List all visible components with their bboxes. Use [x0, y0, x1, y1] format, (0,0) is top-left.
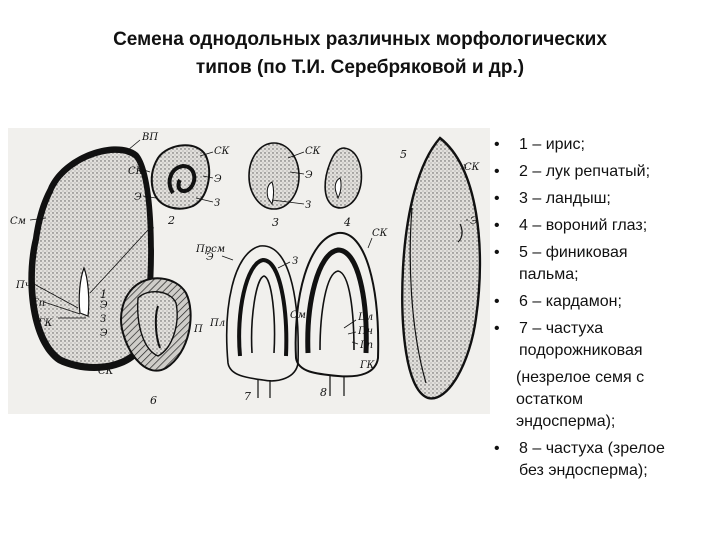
- note-line-3: эндосперма);: [516, 413, 616, 430]
- label-sk-5: СК: [464, 162, 480, 173]
- note-line-2: остатком: [516, 391, 583, 408]
- label-pl: Пл: [210, 318, 226, 329]
- seed-4-herb-paris: [325, 148, 361, 208]
- species-list: [492, 134, 716, 487]
- label-sk-3: СК: [305, 146, 321, 157]
- seed-5-date-palm: [402, 138, 480, 398]
- list-item-text: 4 – вороний глаз;: [519, 217, 648, 234]
- label-e-2: Э: [214, 174, 222, 185]
- label-gk-1: ГК: [38, 318, 53, 329]
- label-e-3: Э: [305, 170, 313, 181]
- label-pch-1: Пч: [16, 280, 31, 291]
- list-item: • 3 – ландыш;: [492, 188, 716, 210]
- list-item: • 1 – ирис;: [492, 134, 716, 156]
- list-item: • 8 – частуха (зрелое без эндосперма);: [492, 438, 716, 482]
- seed-7-water-plantain-immature: [227, 246, 298, 398]
- label-tsl: Цл: [358, 312, 374, 323]
- list-item-text: 2 – лук репчатый;: [519, 163, 651, 180]
- label-vp: ВП: [142, 132, 159, 143]
- list-item-text: 1 – ирис;: [519, 136, 585, 153]
- label-gk-8: ГК: [360, 360, 375, 371]
- label-e-5: Э: [470, 216, 478, 227]
- list-item: • 6 – кардамон;: [492, 291, 716, 313]
- slide-title: [0, 26, 720, 82]
- label-z-1: З: [148, 226, 155, 237]
- seed-drawing: [8, 128, 490, 414]
- label-sk-8: СК: [372, 228, 388, 239]
- label-e-7: Э: [206, 252, 214, 263]
- label-p: П: [194, 324, 203, 335]
- label-pch-8: Пч: [358, 326, 373, 337]
- note-line-1: (незрелое семя с: [516, 369, 645, 386]
- figure-number-4: 4: [344, 216, 351, 229]
- list-item-text: 7 – частуха: [519, 320, 604, 337]
- label-gp-8: Гп: [360, 340, 374, 351]
- list-item-text-continued: подорожниковая: [519, 342, 643, 359]
- figure-number-7: 7: [244, 390, 251, 403]
- list-item-text-continued: пальма;: [519, 266, 579, 283]
- figure-number-1: 1: [100, 288, 107, 301]
- list-item: • 2 – лук репчатый;: [492, 161, 716, 183]
- figure-number-3: 3: [272, 216, 279, 229]
- list-note: [492, 367, 716, 433]
- title-line-1: Семена однодольных различных морфологических: [113, 29, 607, 50]
- figure-number-8: 8: [320, 386, 327, 399]
- label-z-2: З: [214, 198, 221, 209]
- label-e-6b: Э: [100, 328, 108, 339]
- list-item-text-continued: без эндосперма);: [519, 462, 648, 479]
- seed-illustration: [8, 128, 490, 414]
- seed-3-lily-of-the-valley: [249, 143, 299, 209]
- list-item-text: 6 – кардамон;: [519, 293, 622, 310]
- figure-number-5: 5: [400, 148, 407, 161]
- label-z-6: З: [100, 314, 107, 325]
- list-item: • 7 – частуха подорожниковая: [492, 318, 716, 362]
- label-e-1: Э: [134, 192, 142, 203]
- list-item-text: 8 – частуха (зрелое: [519, 440, 665, 457]
- label-sm-1: См: [10, 216, 26, 227]
- label-e-6: Э: [100, 300, 108, 311]
- label-z-7: З: [292, 256, 299, 267]
- label-z-3: З: [305, 200, 312, 211]
- figure-number-6: 6: [150, 394, 157, 407]
- label-gp-1: Гп: [32, 298, 46, 309]
- label-prsm: Прсм: [196, 244, 226, 255]
- list-item: • 4 – вороний глаз;: [492, 215, 716, 237]
- list-item-text: 3 – ландыш;: [519, 190, 611, 207]
- list-item-text: 5 – финиковая: [519, 244, 628, 261]
- list-item: • 5 – финиковая пальма;: [492, 242, 716, 286]
- label-sm-8: См: [290, 310, 306, 321]
- label-sk-6: СК: [98, 366, 114, 377]
- label-sk-1: СК: [128, 166, 144, 177]
- label-sk-2: СК: [214, 146, 230, 157]
- figure-number-2: 2: [168, 214, 175, 227]
- title-line-2: типов (по Т.И. Серебряковой и др.): [195, 57, 525, 78]
